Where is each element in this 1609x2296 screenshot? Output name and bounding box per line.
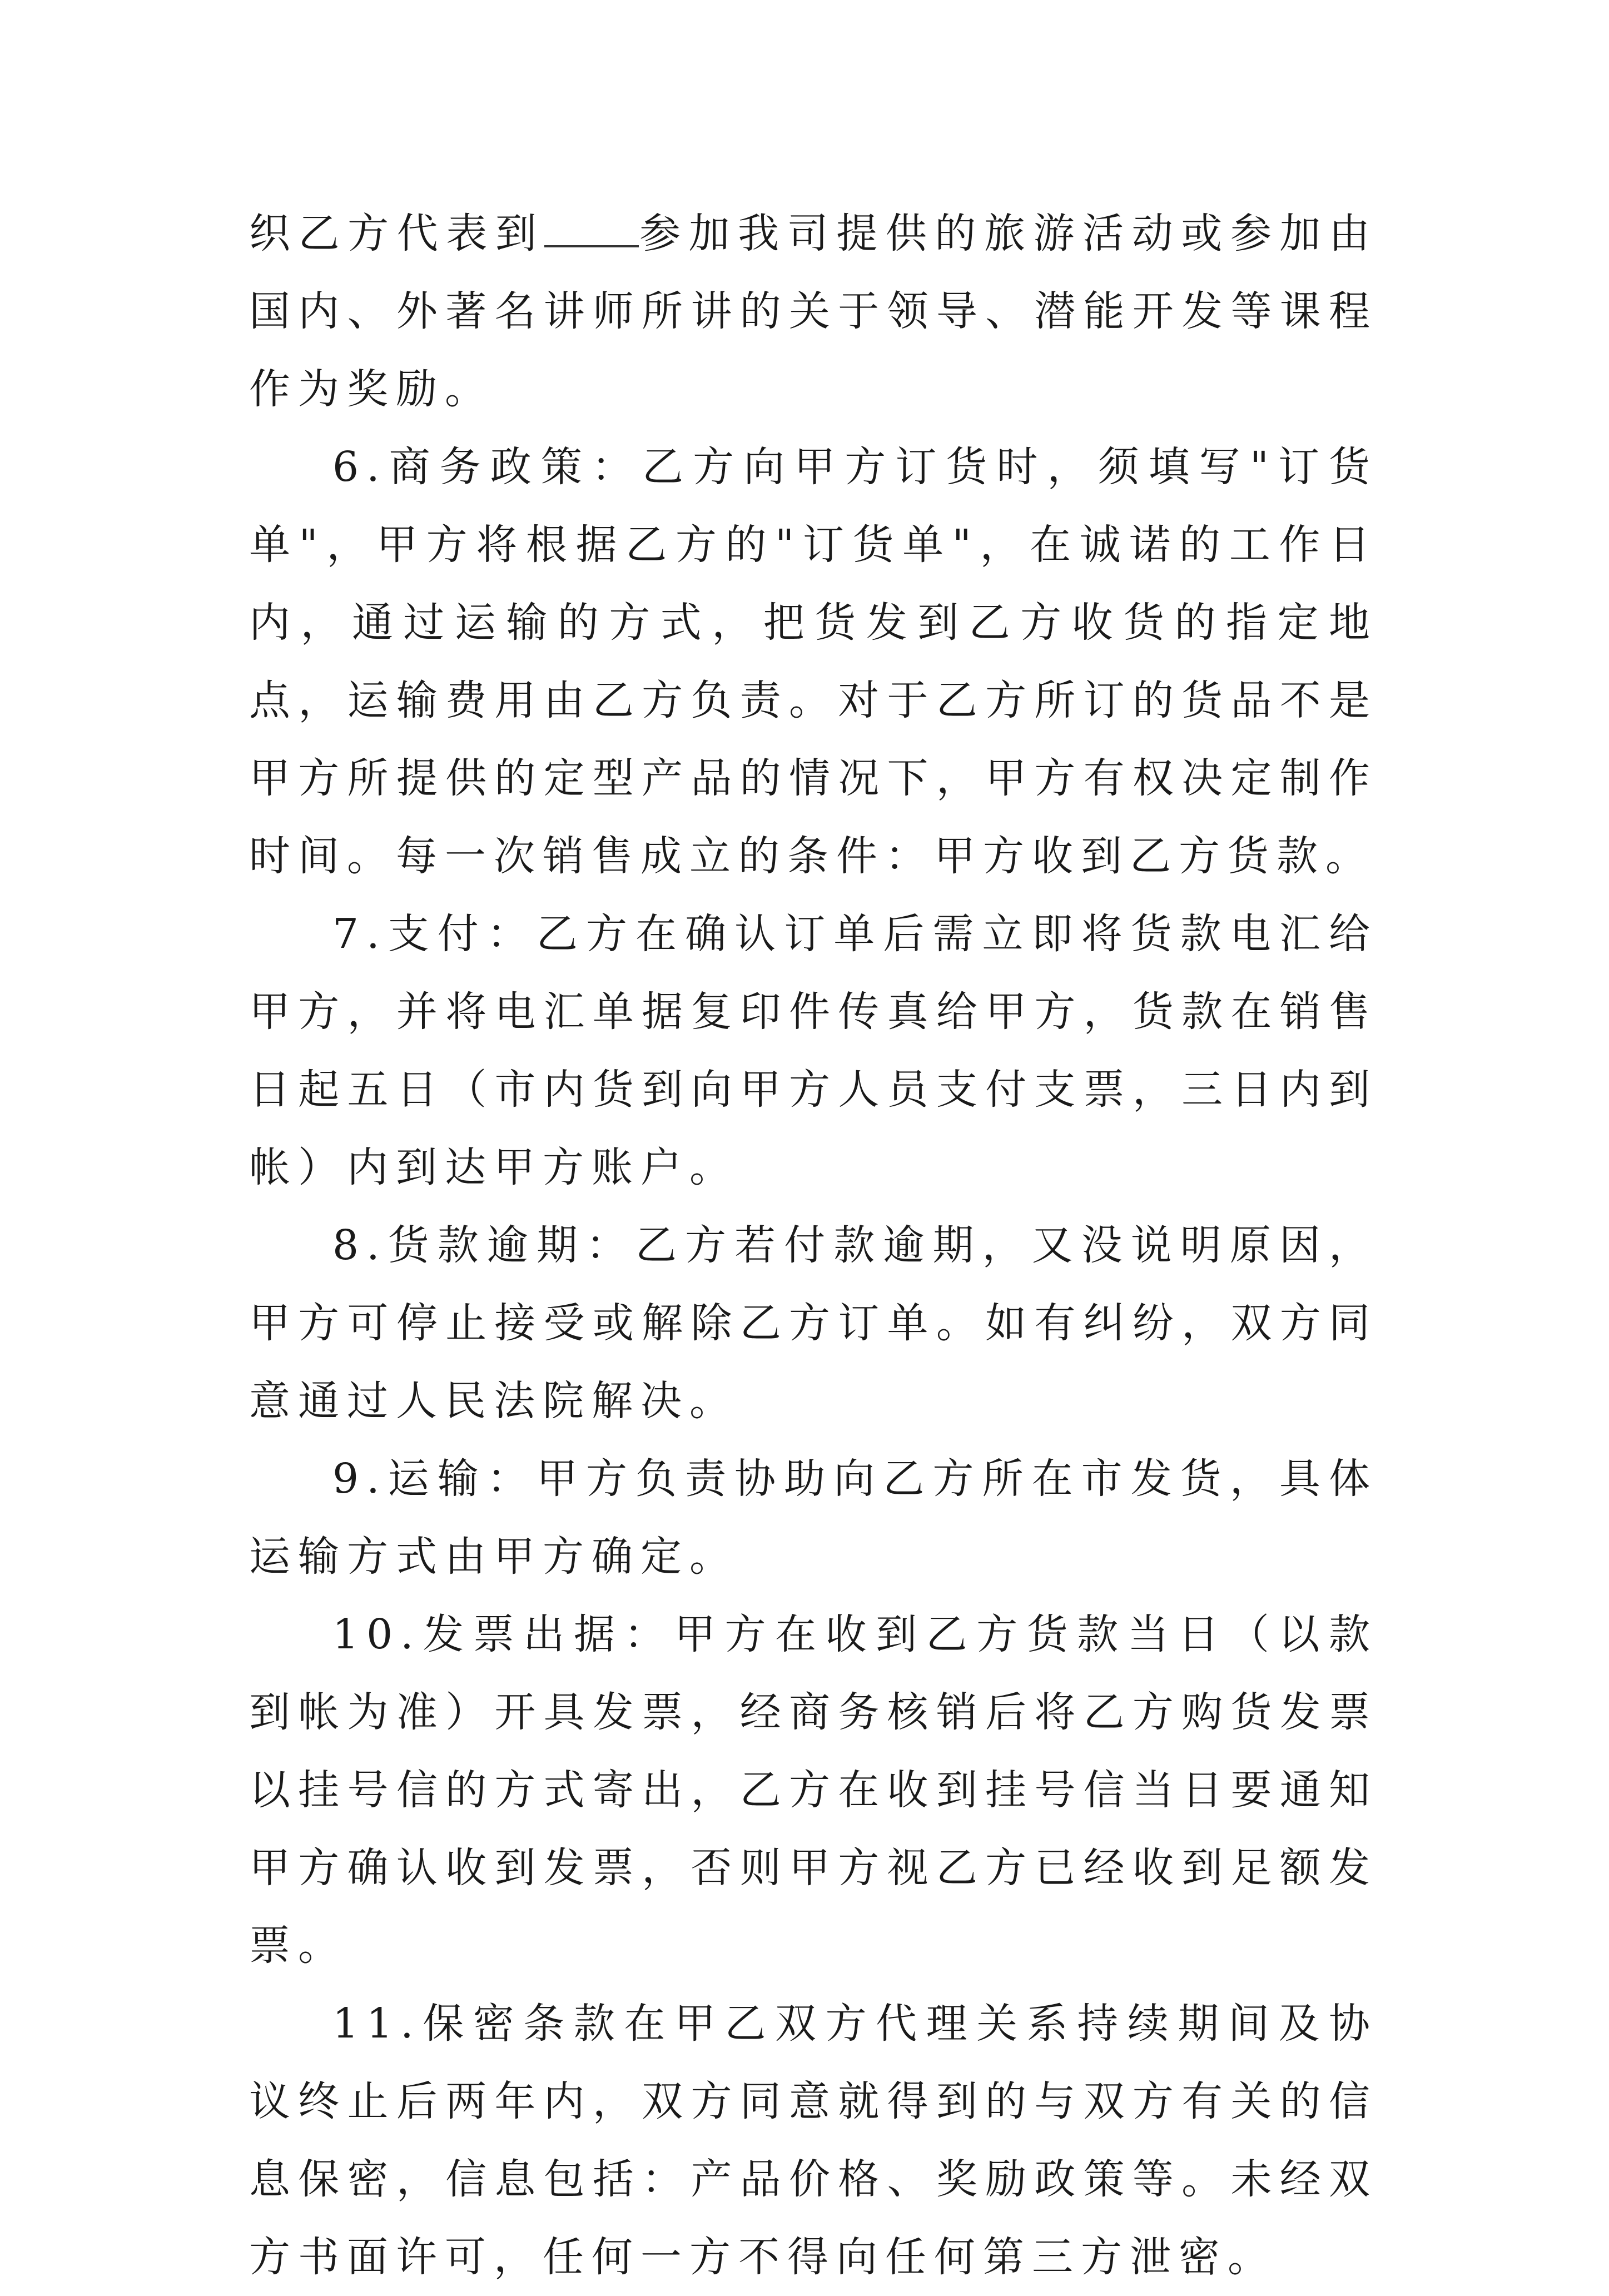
paragraph-10-invoice: 10.发票出据：甲方在收到乙方货款当日（以款到帐为准）开具发票，经商务核销后将乙方购货发票以挂号信的方式寄出，乙方在收到挂号信当日要通知甲方确认收到发票，否则甲方视乙方已经收到足额发票。 <box>249 1611 1378 1970</box>
paragraph-9-transport: 9.运输：甲方负责协助向乙方所在市发货，具体运输方式由甲方确定。 <box>249 1455 1378 1581</box>
paragraph-7-payment: 7.支付：乙方在确认订单后需立即将货款电汇给甲方，并将电汇单据复印件传真给甲方，货款在销售日起五日（市内货到向甲方人员支付支票，三日内到帐）内到达甲方账户。 <box>249 910 1378 1191</box>
paragraph-text-after-blank: 参加我司提供的旅游活动或参加由国内、外著名讲师所讲的关于领导、潜能开发等课程作为奖励。 <box>249 210 1378 413</box>
paragraph-8-overdue-payment: 8.货款逾期：乙方若付款逾期，又没说明原因，甲方可停止接受或解除乙方订单。如有纠纷，双方同意通过人民法院解决。 <box>249 1221 1378 1425</box>
document-body <box>249 195 1378 2296</box>
paragraph-text-before-blank: 织乙方代表到 <box>249 210 545 257</box>
fill-in-blank <box>544 212 639 247</box>
paragraph-6-business-policy: 6.商务政策：乙方向甲方订货时，须填写"订货单"，甲方将根据乙方的"订货单"，在诚诺的工作日内，通过运输的方式，把货发到乙方收货的指定地点，运输费用由乙方负责。对于乙方所订的货品不是甲方所提供的定型产品的情况下，甲方有权决定制作时间。每一次销售成立的条件：甲方收到乙方货款。 <box>249 443 1378 880</box>
paragraph-5-continuation <box>249 195 1378 428</box>
paragraph-11-confidentiality: 11.保密条款在甲乙双方代理关系持续期间及协议终止后两年内，双方同意就得到的与双方有关的信息保密，信息包括：产品价格、奖励政策等。未经双方书面许可，任何一方不得向任何第三方泄密。 <box>249 2000 1378 2281</box>
